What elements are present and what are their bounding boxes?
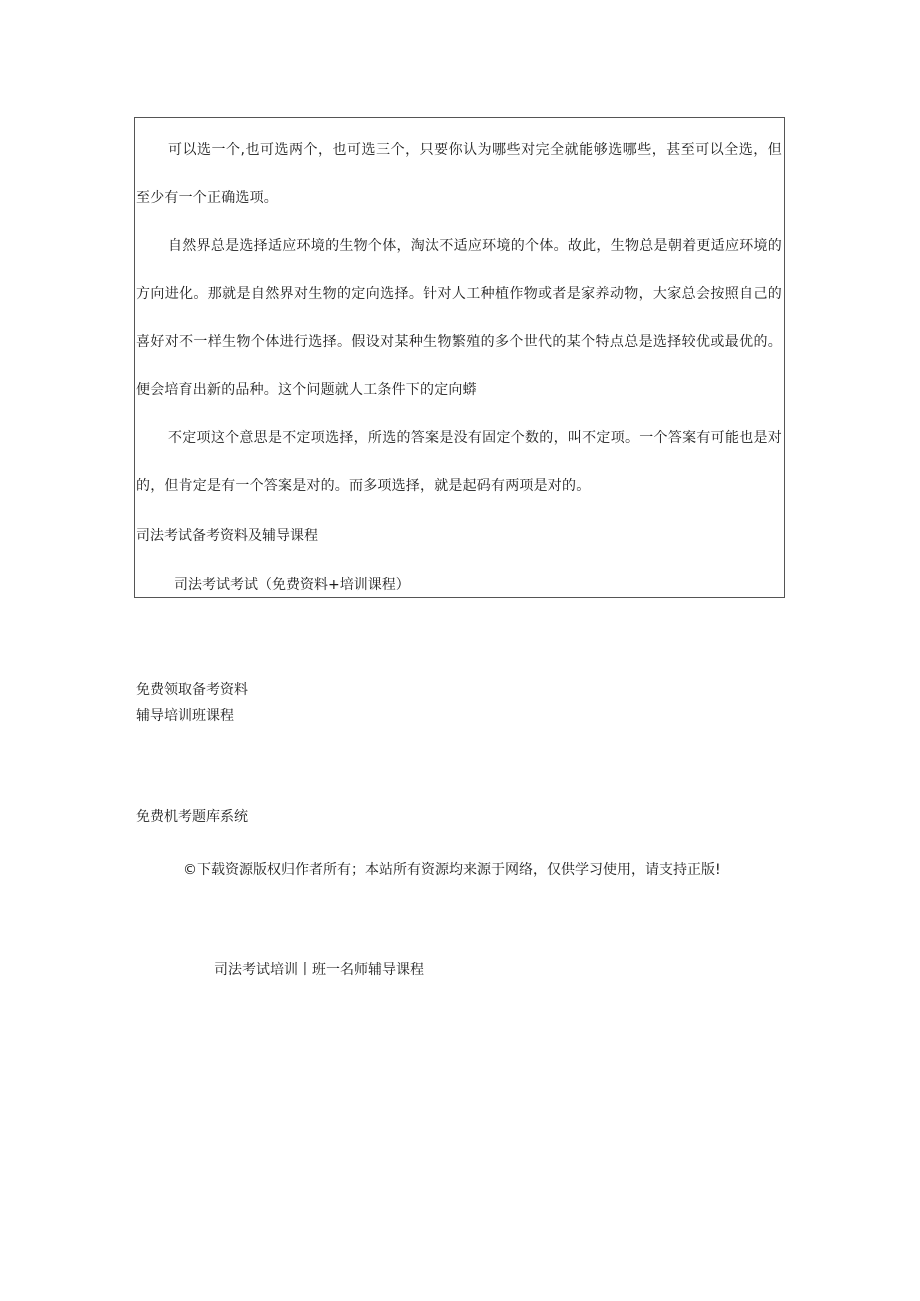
paragraph-indefinite-choice: 不定项这个意思是不定项选择，所选的答案是没有固定个数的，叫不定项。一个答案有可能也是对的，但肯定是有一个答案是对的。而多项选择，就是起码有两项是对的。 <box>136 430 782 494</box>
section-heading: 司法考试备考资料及辅导课程 <box>136 528 318 544</box>
paragraph-natural-selection: 自然界总是选择适应环境的生物个体，淘汰不适应环境的个体。故此，生物总是朝着更适应环境的方向进化。那就是自然界对生物的定向选择。针对人工种植作物或者是家养动物，大家总会按照自己的喜好对不一样生物个体进行选择。假设对某种生物繁殖的多个世代的某个特点总是选择较优或最优的。便会培育出新的品种。这个问题就人工条件下的定向蟒 <box>136 238 782 398</box>
copyright-notice: ©下载资源版权归作者所有；本站所有资源均来源于网络，仅供学习使用，请支持正版! <box>183 862 721 878</box>
section-subheading: 司法考试考试（免费资料+培训课程） <box>174 577 410 593</box>
training-courses-link[interactable]: 辅导培训班课程 <box>136 708 234 724</box>
question-bank-link[interactable]: 免费机考题库系统 <box>136 809 248 825</box>
paragraph-options: 可以选一个,也可选两个，也可选三个，只要你认为哪些对完全就能够选哪些，甚至可以全选，但至少有一个正确选项。 <box>136 142 782 206</box>
free-materials-link[interactable]: 免费领取备考资料 <box>136 682 248 698</box>
footer-title: 司法考试培训丨班一名师辅导课程 <box>214 962 424 978</box>
